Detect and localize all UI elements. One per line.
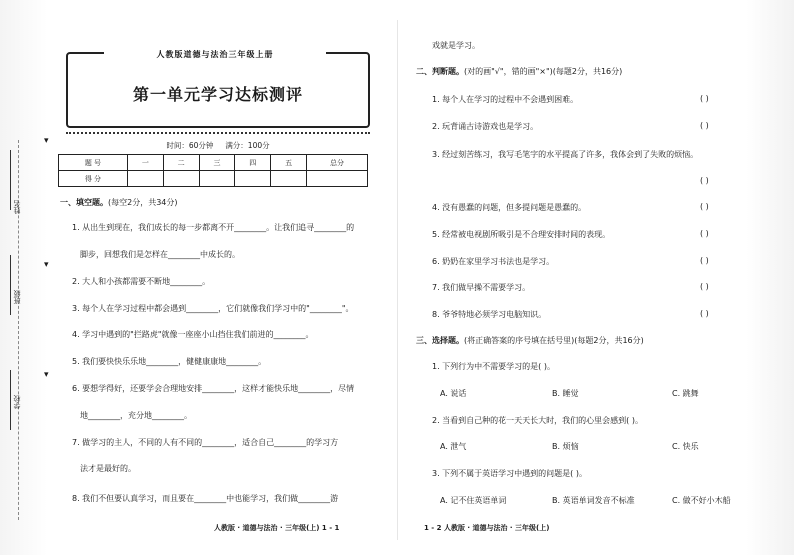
answer-paren[interactable]: ( ) [700,256,709,265]
page-footer-right: 1 - 2 人教版 · 道德与法治 · 三年级(上) [424,524,550,532]
choice-option[interactable]: C. 快乐 [672,442,699,451]
section-1-points: (每空2分，共34分) [108,198,178,207]
answer-paren[interactable]: ( ) [700,121,709,130]
table-cell: 总分 [307,155,368,171]
score-entry-cell[interactable] [307,171,368,187]
choice-option[interactable]: B. 烦恼 [552,442,579,451]
fill-question: 1. 从出生到现在，我们成长的每一步都离不开________。让我们追寻________的 [72,223,355,232]
choice-option[interactable]: A. 记不住英语单词 [440,496,507,505]
answer-paren[interactable]: ( ) [700,176,709,185]
answer-paren[interactable]: ( ) [700,229,709,238]
judge-question: 4. 没有愚蠢的问题，但多提问题是愚蠢的。 [432,203,587,212]
choice-option[interactable]: A. 说话 [440,389,467,398]
judge-question: 3. 经过刻苦练习，我写毛笔字的水平提高了许多，我体会到了失败的烦恼。 [432,150,699,159]
score-entry-cell[interactable] [163,171,199,187]
name-label: 姓名 [13,200,21,214]
fill-question: 4. 学习中遇到的"拦路虎"就像一座座小山挡住我们前进的________。 [72,330,314,339]
binding-line [18,140,21,520]
choice-option[interactable]: A. 泄气 [440,442,467,451]
fill-question: 2. 大人和小孩都需要不断地________。 [72,277,211,286]
exam-time: 时间：60分钟 [166,141,214,150]
page-footer-left: 人教版 · 道德与法治 · 三年级(上) 1 - 1 [214,524,340,532]
choice-question: 3. 下列不属于英语学习中遇到的问题是( )。 [432,469,587,478]
table-cell: 五 [271,155,307,171]
choice-question: 1. 下列行为中不需要学习的是( )。 [432,362,555,371]
section-1-heading [60,197,178,208]
judge-question: 1. 每个人在学习的过程中不会遇到困难。 [432,95,579,104]
judge-question: 5. 经常被电视剧所吸引是不合理安排时间的表现。 [432,230,611,239]
choice-option[interactable]: B. 睡觉 [552,389,579,398]
score-entry-cell[interactable] [199,171,235,187]
class-line [10,255,11,315]
section-2-heading [416,66,622,77]
fill-question: 地________，充分地________。 [80,411,192,420]
score-table [58,154,368,187]
section-2-points: (对的画"√"，错的画"×")(每题2分，共16分) [464,67,623,76]
class-label: 班级 [13,290,21,304]
table-cell: 题 号 [59,155,128,171]
fill-question: 6. 要想学得好，还要学会合理地安排________，这样才能快乐地________，尽情 [72,384,355,393]
fill-question: 7. 做学习的主人，不同的人有不同的________，适合自己________的学习方 [72,438,339,447]
series-banner [104,47,326,61]
fill-question: 5. 我们要快快乐乐地________，健健康康地________。 [72,357,267,366]
section-3-heading [416,335,644,346]
binding-mark: ▾ [44,370,49,380]
series-banner-text: 人教版道德与法治三年级上册 [156,49,274,59]
continued-text: 戏就是学习。 [432,41,480,50]
choice-question: 2. 当看到自己种的花一天天长大时，我们的心里会感到( )。 [432,416,643,425]
score-table-row [59,171,368,187]
binding-mark: ▾ [44,136,49,146]
judge-question: 6. 奶奶在家里学习书法也是学习。 [432,257,555,266]
school-label: 学校 [13,395,21,409]
section-3-title: 三、选择题。 [416,336,464,345]
answer-paren[interactable]: ( ) [700,202,709,211]
judge-question: 2. 玩背诵古诗游戏也是学习。 [432,122,539,131]
score-entry-cell[interactable] [235,171,271,187]
section-1-title: 一、填空题。 [60,198,108,207]
section-3-points: (将正确答案的序号填在括号里)(每题2分，共16分) [464,336,644,345]
fill-question: 8. 我们不但要认真学习，而且要在________中也能学习，我们做________游 [72,494,339,503]
choice-option[interactable]: B. 英语单词发音不标准 [552,496,635,505]
decorative-divider [66,132,370,134]
score-entry-cell[interactable] [271,171,307,187]
answer-paren[interactable]: ( ) [700,94,709,103]
name-line [10,150,11,210]
section-2-title: 二、判断题。 [416,67,464,76]
fill-question: 法才是最好的。 [80,464,136,473]
binding-mark: ▾ [44,260,49,270]
answer-paren[interactable]: ( ) [700,309,709,318]
choice-option[interactable]: C. 做不好小木船 [672,496,731,505]
score-table-header [59,155,368,171]
school-line [10,370,11,430]
choice-option[interactable]: C. 跳舞 [672,389,699,398]
answer-paren[interactable]: ( ) [700,282,709,291]
table-cell: 二 [163,155,199,171]
exam-total: 满分：100分 [225,141,270,150]
table-cell: 三 [199,155,235,171]
exam-meta [66,140,370,151]
page-divider [397,20,398,540]
fill-question: 3. 每个人在学习过程中都会遇到________，它们就像我们学习中的"________"。 [72,304,354,313]
table-cell: 一 [127,155,163,171]
judge-question: 8. 爷爷特地必须学习电脑知识。 [432,310,547,319]
score-entry-cell[interactable] [127,171,163,187]
fill-question: 脚步，回想我们是怎样在________中成长的。 [80,250,240,259]
page-title: 第一单元学习达标测评 [132,85,303,104]
table-cell: 四 [235,155,271,171]
judge-question: 7. 我们做早操不需要学习。 [432,283,531,292]
table-cell: 得 分 [59,171,128,187]
